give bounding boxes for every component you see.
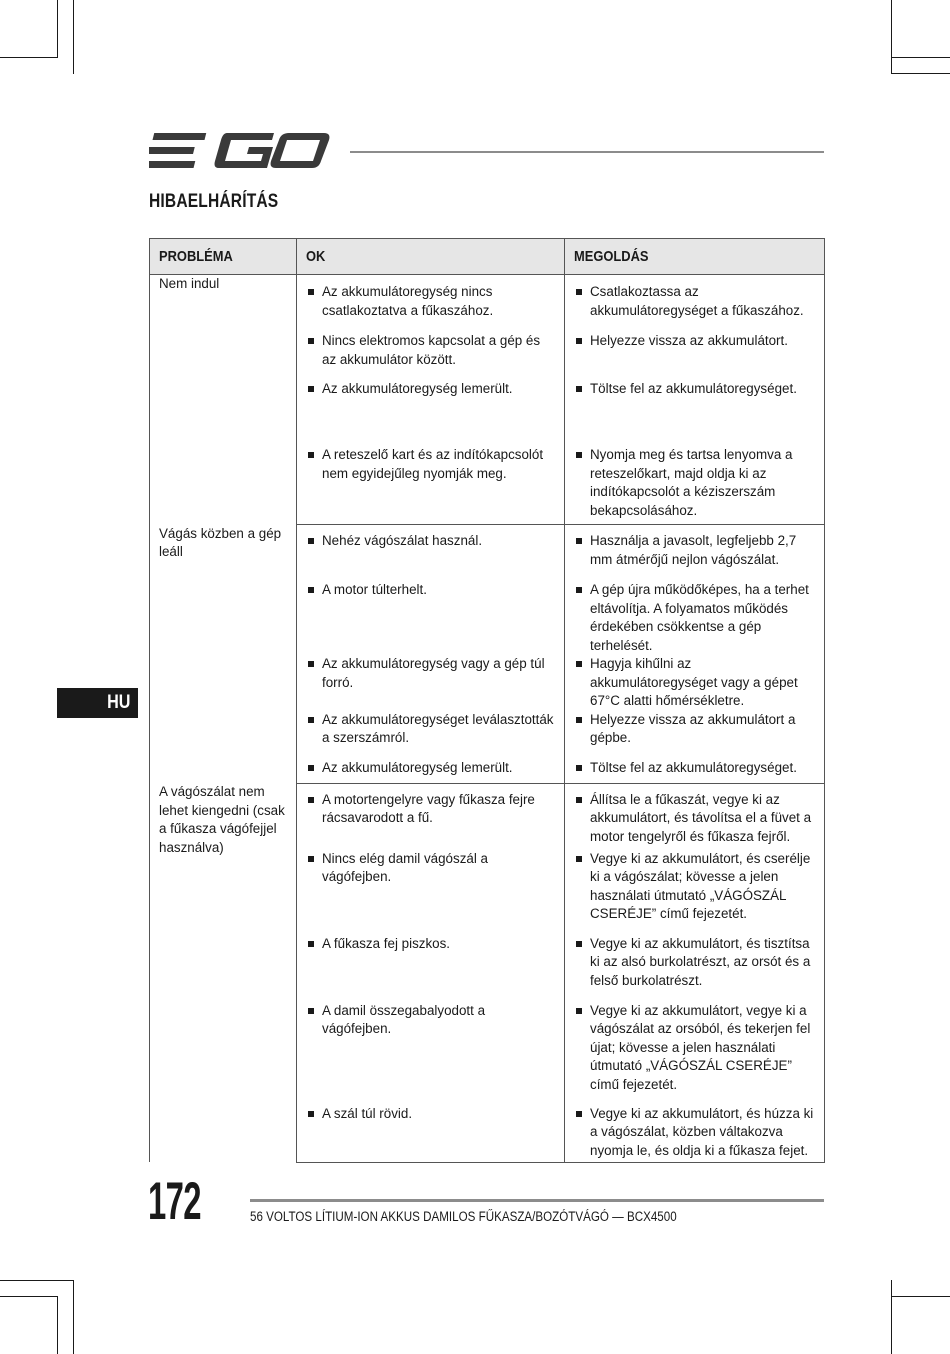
problem-cell: A vágószálat nem lehet kiengedni (csak a fűkasza vágófejjel használva): [150, 783, 297, 1162]
solution-cell: Csatlakoztassa az akkumulátoregységet a fűkaszához.: [565, 275, 825, 333]
cause-cell: A reteszelő kart és az indítókapcsolót nem egyidejűleg nyomják meg.: [297, 446, 565, 525]
crop-mark: [892, 57, 950, 58]
crop-mark: [57, 1296, 58, 1354]
header-cause: OK: [297, 239, 565, 275]
crop-mark: [0, 57, 58, 58]
cause-cell: Az akkumulátoregység lemerült.: [297, 380, 565, 446]
crop-mark: [892, 1296, 950, 1297]
footer-text: 56 VOLTOS LÍTIUM-ION AKKUS DAMILOS FŰKASZA/BOZÓTVÁGÓ — BCX4500: [250, 1209, 677, 1224]
header-problem: PROBLÉMA: [150, 239, 297, 275]
cause-cell: A damil összegabalyodott a vágófejben.: [297, 1002, 565, 1105]
cause-cell: Az akkumulátoregységet leválasztották a szerszámról.: [297, 711, 565, 759]
solution-cell: Helyezze vissza az akkumulátort.: [565, 332, 825, 380]
cause-cell: Az akkumulátoregység vagy a gép túl forró.: [297, 655, 565, 711]
crop-mark: [891, 0, 892, 74]
header-rule: [350, 151, 824, 153]
solution-cell: Vegye ki az akkumulátort, vegye ki a vágószálat az orsóból, és tekerjen fel újat; kövesse a jelen használati útmutató „VÁGÓSZÁL CSERÉJE” című fejezetét.: [565, 1002, 825, 1105]
cause-cell: Az akkumulátoregység nincs csatlakoztatva a fűkaszához.: [297, 275, 565, 333]
crop-mark: [891, 73, 950, 74]
cause-cell: Nincs elektromos kapcsolat a gép és az akkumulátor között.: [297, 332, 565, 380]
solution-cell: Nyomja meg és tartsa lenyomva a reteszelőkart, majd oldja ki az indítókapcsolót a kéziszerszám bekapcsolásához.: [565, 446, 825, 525]
table-row: [150, 275, 825, 333]
crop-mark: [73, 1280, 74, 1354]
crop-mark: [891, 1280, 892, 1354]
solution-cell: Vegye ki az akkumulátort, és húzza ki a vágószálat, közben váltakozva nyomja le, és oldja ki a fűkasza fejet.: [565, 1105, 825, 1163]
solution-cell: Vegye ki az akkumulátort, és tisztítsa ki az alsó burkolatrészt, az orsót és a felső burkolatrészt.: [565, 935, 825, 1002]
header-solution: MEGOLDÁS: [565, 239, 825, 275]
cause-cell: A szál túl rövid.: [297, 1105, 565, 1163]
footer-rule: [250, 1199, 824, 1202]
table-header-row: [150, 239, 825, 275]
ego-logo: [149, 130, 331, 172]
cause-cell: A fűkasza fej piszkos.: [297, 935, 565, 1002]
solution-cell: Töltse fel az akkumulátoregységet.: [565, 380, 825, 446]
crop-mark: [0, 1280, 74, 1281]
crop-mark: [57, 0, 58, 58]
cause-cell: Az akkumulátoregység lemerült.: [297, 759, 565, 784]
solution-cell: Töltse fel az akkumulátoregységet.: [565, 759, 825, 784]
solution-cell: Vegye ki az akkumulátort, és cserélje ki a vágószálat; kövesse a jelen használati útmutató „VÁGÓSZÁL CSERÉJE” című fejezetét.: [565, 850, 825, 935]
solution-cell: Hagyja kihűlni az akkumulátoregységet vagy a gépet 67°C alatti hőmérsékletre.: [565, 655, 825, 711]
language-tab-label: HU: [106, 692, 130, 713]
cause-cell: A motortengelyre vagy fűkasza fejre rácsavarodott a fű.: [297, 783, 565, 850]
cause-cell: Nincs elég damil vágószál a vágófejben.: [297, 850, 565, 935]
crop-mark: [73, 0, 74, 74]
page-number: 172: [148, 1172, 201, 1231]
solution-cell: Helyezze vissza az akkumulátort a gépbe.: [565, 711, 825, 759]
solution-cell: A gép újra működőképes, ha a terhet eltávolítja. A folyamatos működés érdekében csökkentse a gép terhelését.: [565, 581, 825, 655]
table-row: [150, 783, 825, 850]
solution-cell: Használja a javasolt, legfeljebb 2,7 mm átmérőjű nejlon vágószálat.: [565, 525, 825, 582]
section-title: HIBAELHÁRÍTÁS: [149, 191, 279, 212]
solution-cell: Állítsa le a fűkaszát, vegye ki az akkumulátort, és távolítsa el a füvet a motor tengelyről és fűkasza fejről.: [565, 783, 825, 850]
table-row: [150, 525, 825, 582]
cause-cell: A motor túlterhelt.: [297, 581, 565, 655]
language-tab: [57, 688, 138, 718]
problem-cell: Nem indul: [150, 275, 297, 525]
troubleshooting-table: [149, 238, 825, 1163]
crop-mark: [0, 1296, 58, 1297]
cause-cell: Nehéz vágószálat használ.: [297, 525, 565, 582]
problem-cell: Vágás közben a gép leáll: [150, 525, 297, 784]
